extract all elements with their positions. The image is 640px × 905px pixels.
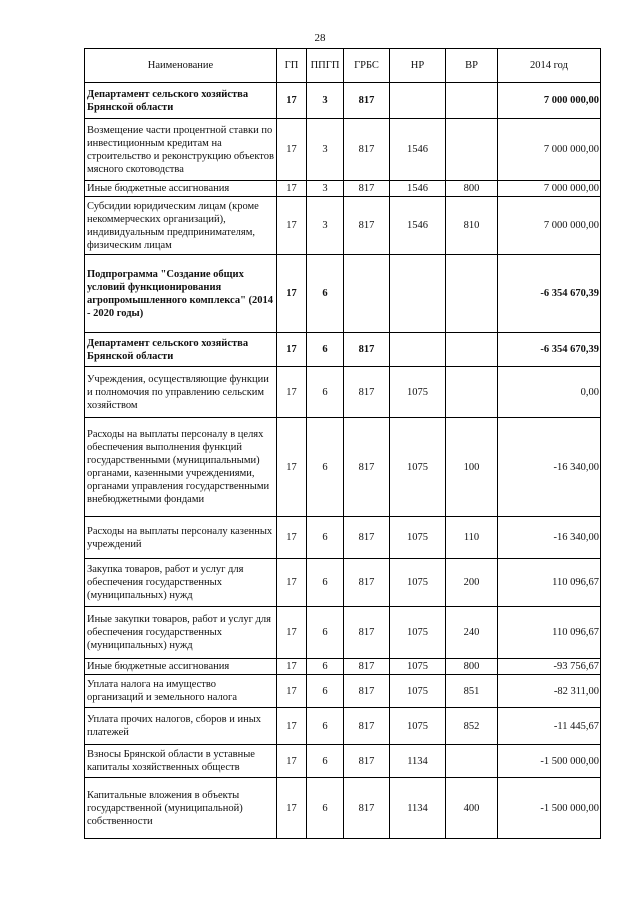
cell-grbs: 817 [344, 333, 390, 367]
cell-vr: 851 [446, 675, 498, 708]
header-ppgp: ППГП [307, 49, 344, 83]
cell-amount: -93 756,67 [498, 659, 601, 675]
cell-name: Уплата прочих налогов, сборов и иных платежей [85, 708, 277, 745]
header-name: Наименование [85, 49, 277, 83]
table-row [85, 745, 601, 778]
cell-name: Иные бюджетные ассигнования [85, 181, 277, 197]
cell-name: Взносы Брянской области в уставные капиталы хозяйственных обществ [85, 745, 277, 778]
cell-amount: 7 000 000,00 [498, 83, 601, 119]
cell-amount: 110 096,67 [498, 607, 601, 659]
cell-nr: 1075 [390, 708, 446, 745]
cell-vr [446, 83, 498, 119]
cell-amount: -82 311,00 [498, 675, 601, 708]
cell-ppgp: 6 [307, 708, 344, 745]
cell-ppgp: 6 [307, 517, 344, 559]
cell-ppgp: 6 [307, 778, 344, 839]
cell-amount: -16 340,00 [498, 418, 601, 517]
cell-nr: 1075 [390, 418, 446, 517]
cell-vr [446, 119, 498, 181]
cell-vr: 240 [446, 607, 498, 659]
cell-grbs: 817 [344, 675, 390, 708]
cell-vr [446, 255, 498, 333]
cell-vr [446, 367, 498, 418]
cell-gp: 17 [277, 333, 307, 367]
cell-name: Субсидии юридическим лицам (кроме некоммерческих организаций), индивидуальным предпринимателям, физическим лицам [85, 197, 277, 255]
cell-name: Иные бюджетные ассигнования [85, 659, 277, 675]
cell-ppgp: 6 [307, 675, 344, 708]
cell-name: Департамент сельского хозяйства Брянской области [85, 333, 277, 367]
table-row [85, 708, 601, 745]
cell-nr: 1075 [390, 367, 446, 418]
cell-gp: 17 [277, 607, 307, 659]
cell-ppgp: 3 [307, 83, 344, 119]
cell-nr: 1134 [390, 745, 446, 778]
cell-ppgp: 3 [307, 197, 344, 255]
cell-ppgp: 6 [307, 333, 344, 367]
cell-gp: 17 [277, 255, 307, 333]
cell-name: Расходы на выплаты персоналу в целях обеспечения выполнения функций государственными (муниципальными) органами, казенными учреждениями, органами управления государственными внебюджетными фондами [85, 418, 277, 517]
cell-ppgp: 6 [307, 559, 344, 607]
cell-name: Иные закупки товаров, работ и услуг для обеспечения государственных (муниципальных) нужд [85, 607, 277, 659]
table-row [85, 559, 601, 607]
cell-ppgp: 6 [307, 367, 344, 418]
cell-vr: 810 [446, 197, 498, 255]
cell-gp: 17 [277, 675, 307, 708]
cell-vr: 200 [446, 559, 498, 607]
header-year: 2014 год [498, 49, 601, 83]
header-vr: ВР [446, 49, 498, 83]
cell-grbs: 817 [344, 607, 390, 659]
cell-grbs: 817 [344, 197, 390, 255]
cell-nr: 1075 [390, 517, 446, 559]
cell-name: Подпрограмма "Создание общих условий функционирования агропромышленного комплекса" (2014 - 2020 годы) [85, 255, 277, 333]
cell-ppgp: 6 [307, 607, 344, 659]
cell-grbs [344, 255, 390, 333]
page-number: 28 [314, 32, 326, 44]
cell-gp: 17 [277, 197, 307, 255]
cell-vr: 400 [446, 778, 498, 839]
header-grbs: ГРБС [344, 49, 390, 83]
cell-ppgp: 6 [307, 659, 344, 675]
cell-ppgp: 3 [307, 181, 344, 197]
header-nr: НР [390, 49, 446, 83]
cell-nr: 1546 [390, 197, 446, 255]
cell-vr [446, 333, 498, 367]
cell-nr: 1134 [390, 778, 446, 839]
cell-grbs: 817 [344, 367, 390, 418]
cell-nr: 1546 [390, 181, 446, 197]
cell-grbs: 817 [344, 559, 390, 607]
header-gp: ГП [277, 49, 307, 83]
cell-gp: 17 [277, 418, 307, 517]
cell-gp: 17 [277, 119, 307, 181]
table-row [85, 119, 601, 181]
cell-amount: 7 000 000,00 [498, 197, 601, 255]
cell-nr: 1075 [390, 659, 446, 675]
cell-vr: 800 [446, 659, 498, 675]
cell-vr: 110 [446, 517, 498, 559]
cell-grbs: 817 [344, 418, 390, 517]
cell-gp: 17 [277, 367, 307, 418]
cell-gp: 17 [277, 181, 307, 197]
table-row [85, 418, 601, 517]
cell-ppgp: 3 [307, 119, 344, 181]
cell-gp: 17 [277, 745, 307, 778]
cell-amount: 110 096,67 [498, 559, 601, 607]
cell-amount: 7 000 000,00 [498, 181, 601, 197]
cell-amount: 7 000 000,00 [498, 119, 601, 181]
cell-name: Капитальные вложения в объекты государственной (муниципальной) собственности [85, 778, 277, 839]
cell-name: Департамент сельского хозяйства Брянской области [85, 83, 277, 119]
cell-amount: -6 354 670,39 [498, 333, 601, 367]
cell-grbs: 817 [344, 517, 390, 559]
cell-nr: 1075 [390, 559, 446, 607]
cell-grbs: 817 [344, 181, 390, 197]
cell-gp: 17 [277, 778, 307, 839]
cell-grbs: 817 [344, 83, 390, 119]
cell-amount: -1 500 000,00 [498, 778, 601, 839]
cell-grbs: 817 [344, 778, 390, 839]
cell-amount: -11 445,67 [498, 708, 601, 745]
table-row [85, 255, 601, 333]
cell-gp: 17 [277, 559, 307, 607]
cell-name: Расходы на выплаты персоналу казенных учреждений [85, 517, 277, 559]
table-row [85, 778, 601, 839]
table-row [85, 181, 601, 197]
cell-nr: 1075 [390, 675, 446, 708]
table-row [85, 367, 601, 418]
cell-ppgp: 6 [307, 255, 344, 333]
cell-nr [390, 333, 446, 367]
cell-grbs: 817 [344, 659, 390, 675]
table-row [85, 675, 601, 708]
cell-vr: 100 [446, 418, 498, 517]
cell-amount: 0,00 [498, 367, 601, 418]
cell-vr: 800 [446, 181, 498, 197]
cell-vr: 852 [446, 708, 498, 745]
cell-gp: 17 [277, 659, 307, 675]
cell-ppgp: 6 [307, 745, 344, 778]
table-row [85, 197, 601, 255]
cell-grbs: 817 [344, 119, 390, 181]
cell-grbs: 817 [344, 745, 390, 778]
cell-gp: 17 [277, 708, 307, 745]
table-row [85, 659, 601, 675]
cell-ppgp: 6 [307, 418, 344, 517]
cell-name: Учреждения, осуществляющие функции и полномочия по управлению сельским хозяйством [85, 367, 277, 418]
cell-name: Возмещение части процентной ставки по инвестиционным кредитам на строительство и реконструкцию объектов мясного скотоводства [85, 119, 277, 181]
cell-gp: 17 [277, 83, 307, 119]
cell-vr [446, 745, 498, 778]
cell-amount: -1 500 000,00 [498, 745, 601, 778]
cell-name: Уплата налога на имущество организаций и земельного налога [85, 675, 277, 708]
cell-grbs: 817 [344, 708, 390, 745]
cell-nr [390, 255, 446, 333]
table-row [85, 607, 601, 659]
cell-gp: 17 [277, 517, 307, 559]
cell-amount: -6 354 670,39 [498, 255, 601, 333]
table-row [85, 333, 601, 367]
budget-table [84, 48, 601, 839]
cell-nr: 1546 [390, 119, 446, 181]
table-row [85, 517, 601, 559]
cell-nr: 1075 [390, 607, 446, 659]
table-row [85, 83, 601, 119]
cell-nr [390, 83, 446, 119]
cell-name: Закупка товаров, работ и услуг для обеспечения государственных (муниципальных) нужд [85, 559, 277, 607]
cell-amount: -16 340,00 [498, 517, 601, 559]
table-header [85, 49, 601, 83]
